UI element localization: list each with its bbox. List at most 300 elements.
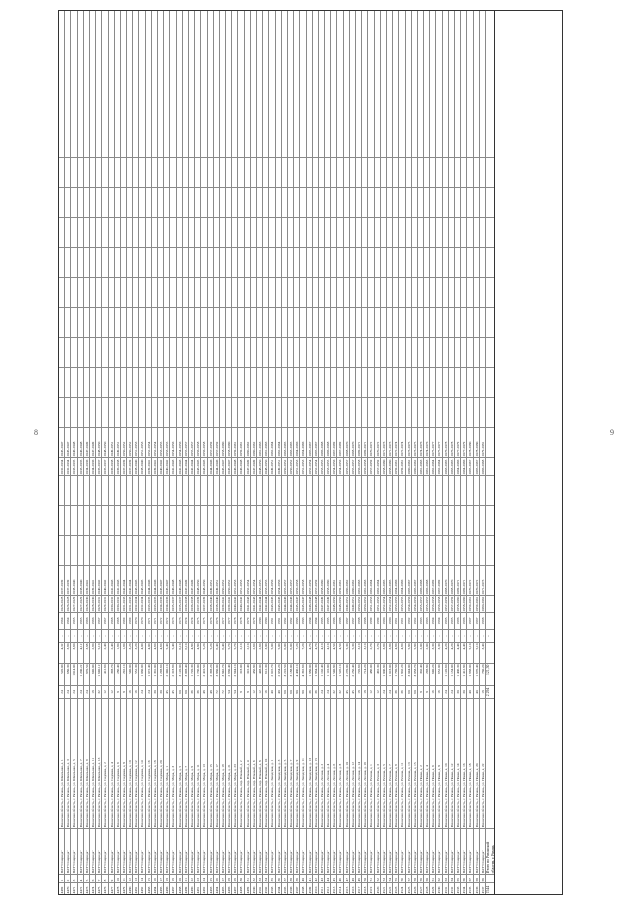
page-mark-left: 8 xyxy=(34,428,38,437)
table-cell: ПАТ"Ставрида" xyxy=(288,828,293,874)
table-cell: 1984 xyxy=(307,612,312,629)
table-cell: 16 xyxy=(436,685,441,698)
table-cell xyxy=(480,475,485,505)
table-cell xyxy=(269,367,274,397)
table-cell: 2053-2055 xyxy=(394,596,399,612)
table-cell: 2065-2067 xyxy=(412,565,417,595)
table-cell: 6 xyxy=(90,874,95,882)
table-cell xyxy=(238,127,243,157)
table-cell xyxy=(430,187,435,217)
table-cell xyxy=(387,127,392,157)
table-cell: 10 xyxy=(115,874,120,882)
table-cell xyxy=(467,475,472,505)
table-cell xyxy=(115,217,120,247)
table-cell: 2056-2058 xyxy=(356,457,361,475)
table-cell: 2051-2053 xyxy=(375,596,380,612)
table-cell: ПАТ"Ставрида" xyxy=(71,828,76,874)
table-cell: 2048-2050 xyxy=(195,565,200,595)
table-cell xyxy=(109,475,114,505)
table-cell: ПАТ"Ставрида" xyxy=(59,828,64,874)
table-cell xyxy=(430,535,435,565)
table-cell xyxy=(362,127,367,157)
table-cell xyxy=(127,535,132,565)
table-cell: Рязанская область, г. Рязань, ул. Школьная, д. 11 xyxy=(90,698,95,828)
table-cell: 1997 xyxy=(474,612,479,629)
table-cell: 40 xyxy=(276,685,281,698)
table-cell xyxy=(288,535,293,565)
table-cell xyxy=(208,367,213,397)
table-cell: 5,00 xyxy=(276,642,281,663)
table-cell: 2047-2049 xyxy=(189,565,194,595)
table-cell xyxy=(96,535,101,565)
table-cell xyxy=(263,475,268,505)
table-cell xyxy=(90,277,95,307)
table-cell xyxy=(170,277,175,307)
table-cell xyxy=(245,157,250,187)
table-cell xyxy=(344,217,349,247)
table-cell: 5,80 xyxy=(406,642,411,663)
table-cell xyxy=(467,505,472,535)
table-cell xyxy=(170,397,175,427)
table-cell xyxy=(393,307,398,337)
table-cell xyxy=(115,367,120,397)
table-cell: 29 xyxy=(232,874,237,882)
table-cell: 2054-2056 xyxy=(337,457,342,475)
table-cell: 2049-2051 xyxy=(269,457,274,475)
table-cell xyxy=(189,127,194,157)
table-cell xyxy=(232,127,237,157)
table-cell: Рязанская область, г. Рязань, ул. Лесная, д. 8 xyxy=(337,698,342,828)
table-cell: Рязанская область, г. Рязань, ул. Мира, д. 3 xyxy=(170,698,175,828)
table-cell xyxy=(257,535,262,565)
table-cell xyxy=(480,535,485,565)
table-cell xyxy=(183,157,188,187)
table-cell xyxy=(226,307,231,337)
table-cell xyxy=(214,505,219,535)
table-cell: 2039-2041 xyxy=(90,565,95,595)
table-cell xyxy=(71,397,76,427)
table-cell: 1 406.30 xyxy=(455,663,460,685)
table-cell xyxy=(133,505,138,535)
table-cell: – xyxy=(368,629,373,642)
table-cell xyxy=(313,307,318,337)
table-cell xyxy=(245,277,250,307)
table-cell: – xyxy=(387,629,392,642)
table-cell xyxy=(59,535,64,565)
table-cell xyxy=(300,397,305,427)
total-cell: – xyxy=(486,629,495,642)
table-cell xyxy=(201,217,206,247)
table-cell: 60 xyxy=(183,685,188,698)
table-cell: 2062-2064 xyxy=(269,427,274,457)
table-cell xyxy=(164,277,169,307)
table-cell: 2056-2058 xyxy=(362,457,367,475)
table-cell xyxy=(474,505,479,535)
table-cell: 2062-2064 xyxy=(276,427,281,457)
table-cell: 4515 xyxy=(344,882,349,894)
table-cell: – xyxy=(65,629,70,642)
table-cell xyxy=(331,247,336,277)
table-cell: – xyxy=(251,629,256,642)
table-cell xyxy=(201,307,206,337)
table-cell xyxy=(90,157,95,187)
table-cell xyxy=(375,307,380,337)
table-cell: ПАТ"Ставрида" xyxy=(133,828,138,874)
table-cell xyxy=(430,307,435,337)
table-cell: 2060-2062 xyxy=(406,457,411,475)
table-cell: 3,90 xyxy=(65,642,70,663)
table-cell: 2066-2068 xyxy=(325,427,330,457)
table-cell xyxy=(201,127,206,157)
table-cell xyxy=(232,397,237,427)
table-cell: 32 xyxy=(331,685,336,698)
table-cell: 12 xyxy=(251,685,256,698)
table-cell xyxy=(288,337,293,367)
table-cell: 2064-2066 xyxy=(393,565,398,595)
table-cell: – xyxy=(189,629,194,642)
table-cell: 2055-2057 xyxy=(282,565,287,595)
table-cell xyxy=(399,307,404,337)
table-cell: ПАТ"Ставрида" xyxy=(146,828,151,874)
table-cell xyxy=(368,367,373,397)
table-cell xyxy=(461,277,466,307)
table-cell xyxy=(164,505,169,535)
table-cell: 1971 xyxy=(152,612,157,629)
table-cell xyxy=(331,337,336,367)
table-cell: 1978 xyxy=(238,612,243,629)
table-cell xyxy=(78,475,83,505)
table-cell: Рязанская область, г. Рязань, пер. Южный, д. 8 xyxy=(257,698,262,828)
table-cell: Рязанская область, г. Рязань, ул. Садовая, д. 6 xyxy=(115,698,120,828)
table-cell xyxy=(387,247,392,277)
table-cell xyxy=(146,247,151,277)
table-cell: – xyxy=(418,629,423,642)
table-cell: 1982 xyxy=(288,612,293,629)
table-cell xyxy=(127,475,132,505)
table-cell xyxy=(269,535,274,565)
table-cell xyxy=(251,277,256,307)
table-cell: 3,88 xyxy=(84,642,89,663)
table-cell xyxy=(238,187,243,217)
table-cell: 2032-2034 xyxy=(59,457,64,475)
table-cell: 2062-2064 xyxy=(436,457,441,475)
table-cell: 2045-2047 xyxy=(301,596,306,612)
table-cell: ПАТ"Ставрида" xyxy=(139,828,144,874)
table-cell xyxy=(294,535,299,565)
table-cell xyxy=(84,247,89,277)
table-cell xyxy=(139,397,144,427)
table-cell xyxy=(325,127,330,157)
table-cell xyxy=(152,535,157,565)
table-cell xyxy=(325,505,330,535)
table-cell xyxy=(368,187,373,217)
table-cell xyxy=(220,535,225,565)
table-cell: 4472 xyxy=(78,882,83,894)
table-cell xyxy=(443,505,448,535)
table-cell xyxy=(474,217,479,247)
table-cell xyxy=(257,157,262,187)
table-cell: 59 xyxy=(418,874,423,882)
total-cell xyxy=(486,595,495,612)
table-cell: 2032-2034 xyxy=(65,457,70,475)
total-cell xyxy=(486,337,495,367)
table-cell: 2044-2046 xyxy=(214,457,219,475)
table-cell: ПАТ"Ставрида" xyxy=(443,828,448,874)
table-cell: 4496 xyxy=(226,882,231,894)
table-cell xyxy=(189,505,194,535)
table-cell: 4483 xyxy=(146,882,151,894)
table-cell xyxy=(133,475,138,505)
table-cell xyxy=(257,127,262,157)
table-cell xyxy=(127,127,132,157)
table-cell: 2048-2050 xyxy=(257,457,262,475)
table-cell: ПАТ"Ставрида" xyxy=(319,828,324,874)
table-cell: 2071-2073 xyxy=(381,427,386,457)
table-cell xyxy=(269,187,274,217)
table-cell: 2061-2063 xyxy=(424,457,429,475)
table-cell: – xyxy=(201,629,206,642)
table-cell: 4,80 xyxy=(195,642,200,663)
table-cell xyxy=(393,397,398,427)
table-cell: 1987 xyxy=(344,612,349,629)
table-cell xyxy=(480,505,485,535)
table-cell: 42 xyxy=(313,874,318,882)
table-cell: 2034-2036 xyxy=(84,457,89,475)
table-cell xyxy=(412,475,417,505)
table-cell: 27 xyxy=(220,874,225,882)
table-cell xyxy=(183,367,188,397)
table-cell xyxy=(282,337,287,367)
table-cell: ПАТ"Ставрида" xyxy=(96,828,101,874)
table-cell xyxy=(84,217,89,247)
table-cell: 67 xyxy=(467,874,472,882)
table-cell xyxy=(201,535,206,565)
table-cell xyxy=(121,337,126,367)
table-cell xyxy=(474,397,479,427)
table-cell xyxy=(109,367,114,397)
table-cell xyxy=(337,217,342,247)
table-cell: 2033-2035 xyxy=(71,457,76,475)
table-cell: 1 802.20 xyxy=(399,663,404,685)
table-cell: 4521 xyxy=(381,882,386,894)
table-cell xyxy=(251,367,256,397)
table-cell: 1994 xyxy=(430,612,435,629)
table-cell xyxy=(127,367,132,397)
table-cell: 2064-2066 xyxy=(399,565,404,595)
table-cell xyxy=(455,505,460,535)
table-cell xyxy=(146,367,151,397)
table-cell xyxy=(189,337,194,367)
table-cell: Рязанская область, г. Рязань, ул. Заводская, д. 1 xyxy=(269,698,274,828)
table-cell xyxy=(152,337,157,367)
table-cell: Рязанская область, г. Рязань, ул. Мира, д. 11 xyxy=(195,698,200,828)
table-cell: 2045-2047 xyxy=(65,427,70,457)
table-cell xyxy=(325,217,330,247)
table-cell xyxy=(276,277,281,307)
table-cell xyxy=(381,397,386,427)
table-cell xyxy=(331,157,336,187)
table-cell xyxy=(455,367,460,397)
table-cell: ПАТ"Ставрида" xyxy=(350,828,355,874)
table-cell: 30 xyxy=(461,685,466,698)
table-cell xyxy=(189,217,194,247)
table-cell xyxy=(307,475,312,505)
table-cell: ПАТ"Ставрида" xyxy=(158,828,163,874)
table-cell xyxy=(282,397,287,427)
table-cell: 2046-2048 xyxy=(232,457,237,475)
table-cell xyxy=(313,397,318,427)
table-cell xyxy=(455,247,460,277)
table-cell: ПАТ"Ставрида" xyxy=(399,828,404,874)
table-cell xyxy=(102,307,107,337)
table-cell: 2044-2046 xyxy=(288,596,293,612)
table-cell: 4533 xyxy=(455,882,460,894)
table-cell xyxy=(350,157,355,187)
table-cell: – xyxy=(177,629,182,642)
table-cell xyxy=(443,187,448,217)
table-cell: Рязанская область, г. Рязань, ул. Садовая, д. 16 xyxy=(146,698,151,828)
table-cell xyxy=(406,337,411,367)
table-cell: 1991 xyxy=(399,612,404,629)
table-cell xyxy=(251,535,256,565)
table-cell: 2052-2054 xyxy=(152,427,157,457)
table-cell: 16 xyxy=(133,685,138,698)
table-cell xyxy=(127,157,132,187)
table-cell xyxy=(300,127,305,157)
table-cell: 2059-2061 xyxy=(331,565,336,595)
table-cell: 18 xyxy=(480,685,485,698)
table-cell: 1 736.00 xyxy=(195,663,200,685)
table-cell xyxy=(139,247,144,277)
table-cell xyxy=(387,367,392,397)
table-cell: 16 xyxy=(430,685,435,698)
table-cell: 2078-2080 xyxy=(474,427,479,457)
table-cell: 2046-2048 xyxy=(78,427,83,457)
table-cell xyxy=(381,535,386,565)
table-cell: 2045-2047 xyxy=(158,565,163,595)
table-cell xyxy=(436,367,441,397)
table-cell: 2070-2072 xyxy=(474,565,479,595)
table-cell: 4498 xyxy=(238,882,243,894)
table-cell: 4,50 xyxy=(337,642,342,663)
table-cell xyxy=(461,397,466,427)
table-cell xyxy=(245,127,250,157)
table-cell xyxy=(368,157,373,187)
table-cell xyxy=(344,157,349,187)
table-cell: 64 xyxy=(449,874,454,882)
table-cell: 30 xyxy=(152,685,157,698)
table-cell xyxy=(121,127,126,157)
table-cell: 7,20 xyxy=(294,642,299,663)
table-cell xyxy=(102,277,107,307)
table-cell: 48 xyxy=(208,685,213,698)
table-cell xyxy=(263,535,268,565)
table-cell: 2076-2078 xyxy=(449,427,454,457)
table-cell xyxy=(158,535,163,565)
table-cell: 2038-2040 xyxy=(133,457,138,475)
table-cell xyxy=(461,505,466,535)
table-cell: 1971 xyxy=(146,612,151,629)
table-cell xyxy=(443,337,448,367)
table-cell xyxy=(362,337,367,367)
table-cell xyxy=(356,217,361,247)
table-cell xyxy=(121,277,126,307)
table-cell xyxy=(368,247,373,277)
table-cell xyxy=(461,157,466,187)
table-cell xyxy=(331,307,336,337)
table-cell: ПАТ"Ставрида" xyxy=(375,828,380,874)
table-cell xyxy=(208,475,213,505)
table-cell xyxy=(78,367,83,397)
table-cell xyxy=(282,187,287,217)
table-cell xyxy=(461,127,466,157)
table-cell xyxy=(276,247,281,277)
table-cell xyxy=(133,277,138,307)
table-cell: 2043-2045 xyxy=(276,596,281,612)
table-cell xyxy=(319,247,324,277)
table-cell xyxy=(139,307,144,337)
table-cell xyxy=(300,535,305,565)
table-cell: 3 058.70 xyxy=(412,663,417,685)
table-cell: 2054-2056 xyxy=(177,427,182,457)
table-cell xyxy=(189,397,194,427)
table-cell xyxy=(96,367,101,397)
table-cell xyxy=(375,475,380,505)
table-cell: 4532 xyxy=(449,882,454,894)
table-cell: 4523 xyxy=(393,882,398,894)
table-cell: 652.00 xyxy=(436,663,441,685)
table-cell xyxy=(65,247,70,277)
table-cell: 486.00 xyxy=(368,663,373,685)
table-cell xyxy=(307,157,312,187)
table-cell xyxy=(96,475,101,505)
table-cell: 1996 xyxy=(455,612,460,629)
table-cell xyxy=(177,247,182,277)
table-cell xyxy=(393,475,398,505)
table-cell xyxy=(220,337,225,367)
table-cell: 4,40 xyxy=(455,642,460,663)
table-cell xyxy=(71,475,76,505)
table-cell: 1991 xyxy=(393,612,398,629)
table-cell xyxy=(436,127,441,157)
table-cell: 18 xyxy=(90,685,95,698)
table-cell: 4527 xyxy=(418,882,423,894)
table-cell xyxy=(65,475,70,505)
table-cell xyxy=(226,475,231,505)
table-cell xyxy=(232,307,237,337)
table-cell: 1 526.10 xyxy=(337,663,342,685)
table-cell: 80 xyxy=(300,685,305,698)
table-cell: 3,20 xyxy=(133,642,138,663)
table-cell xyxy=(71,187,76,217)
table-cell xyxy=(65,397,70,427)
table-cell xyxy=(300,307,305,337)
table-cell: 2045-2047 xyxy=(59,427,64,457)
table-cell xyxy=(245,307,250,337)
table-cell xyxy=(195,505,200,535)
table-cell: 4471 xyxy=(71,882,76,894)
table-cell xyxy=(356,187,361,217)
table-cell xyxy=(177,307,182,337)
table-cell: 2,70 xyxy=(375,642,380,663)
table-cell: 2045-2047 xyxy=(220,457,225,475)
table-cell: Рязанская область, г. Рязань, ул. Речная, д. 7 xyxy=(387,698,392,828)
table-cell: – xyxy=(183,629,188,642)
table-cell: 4476 xyxy=(102,882,107,894)
table-cell xyxy=(418,397,423,427)
table-cell xyxy=(288,397,293,427)
table-cell xyxy=(109,127,114,157)
